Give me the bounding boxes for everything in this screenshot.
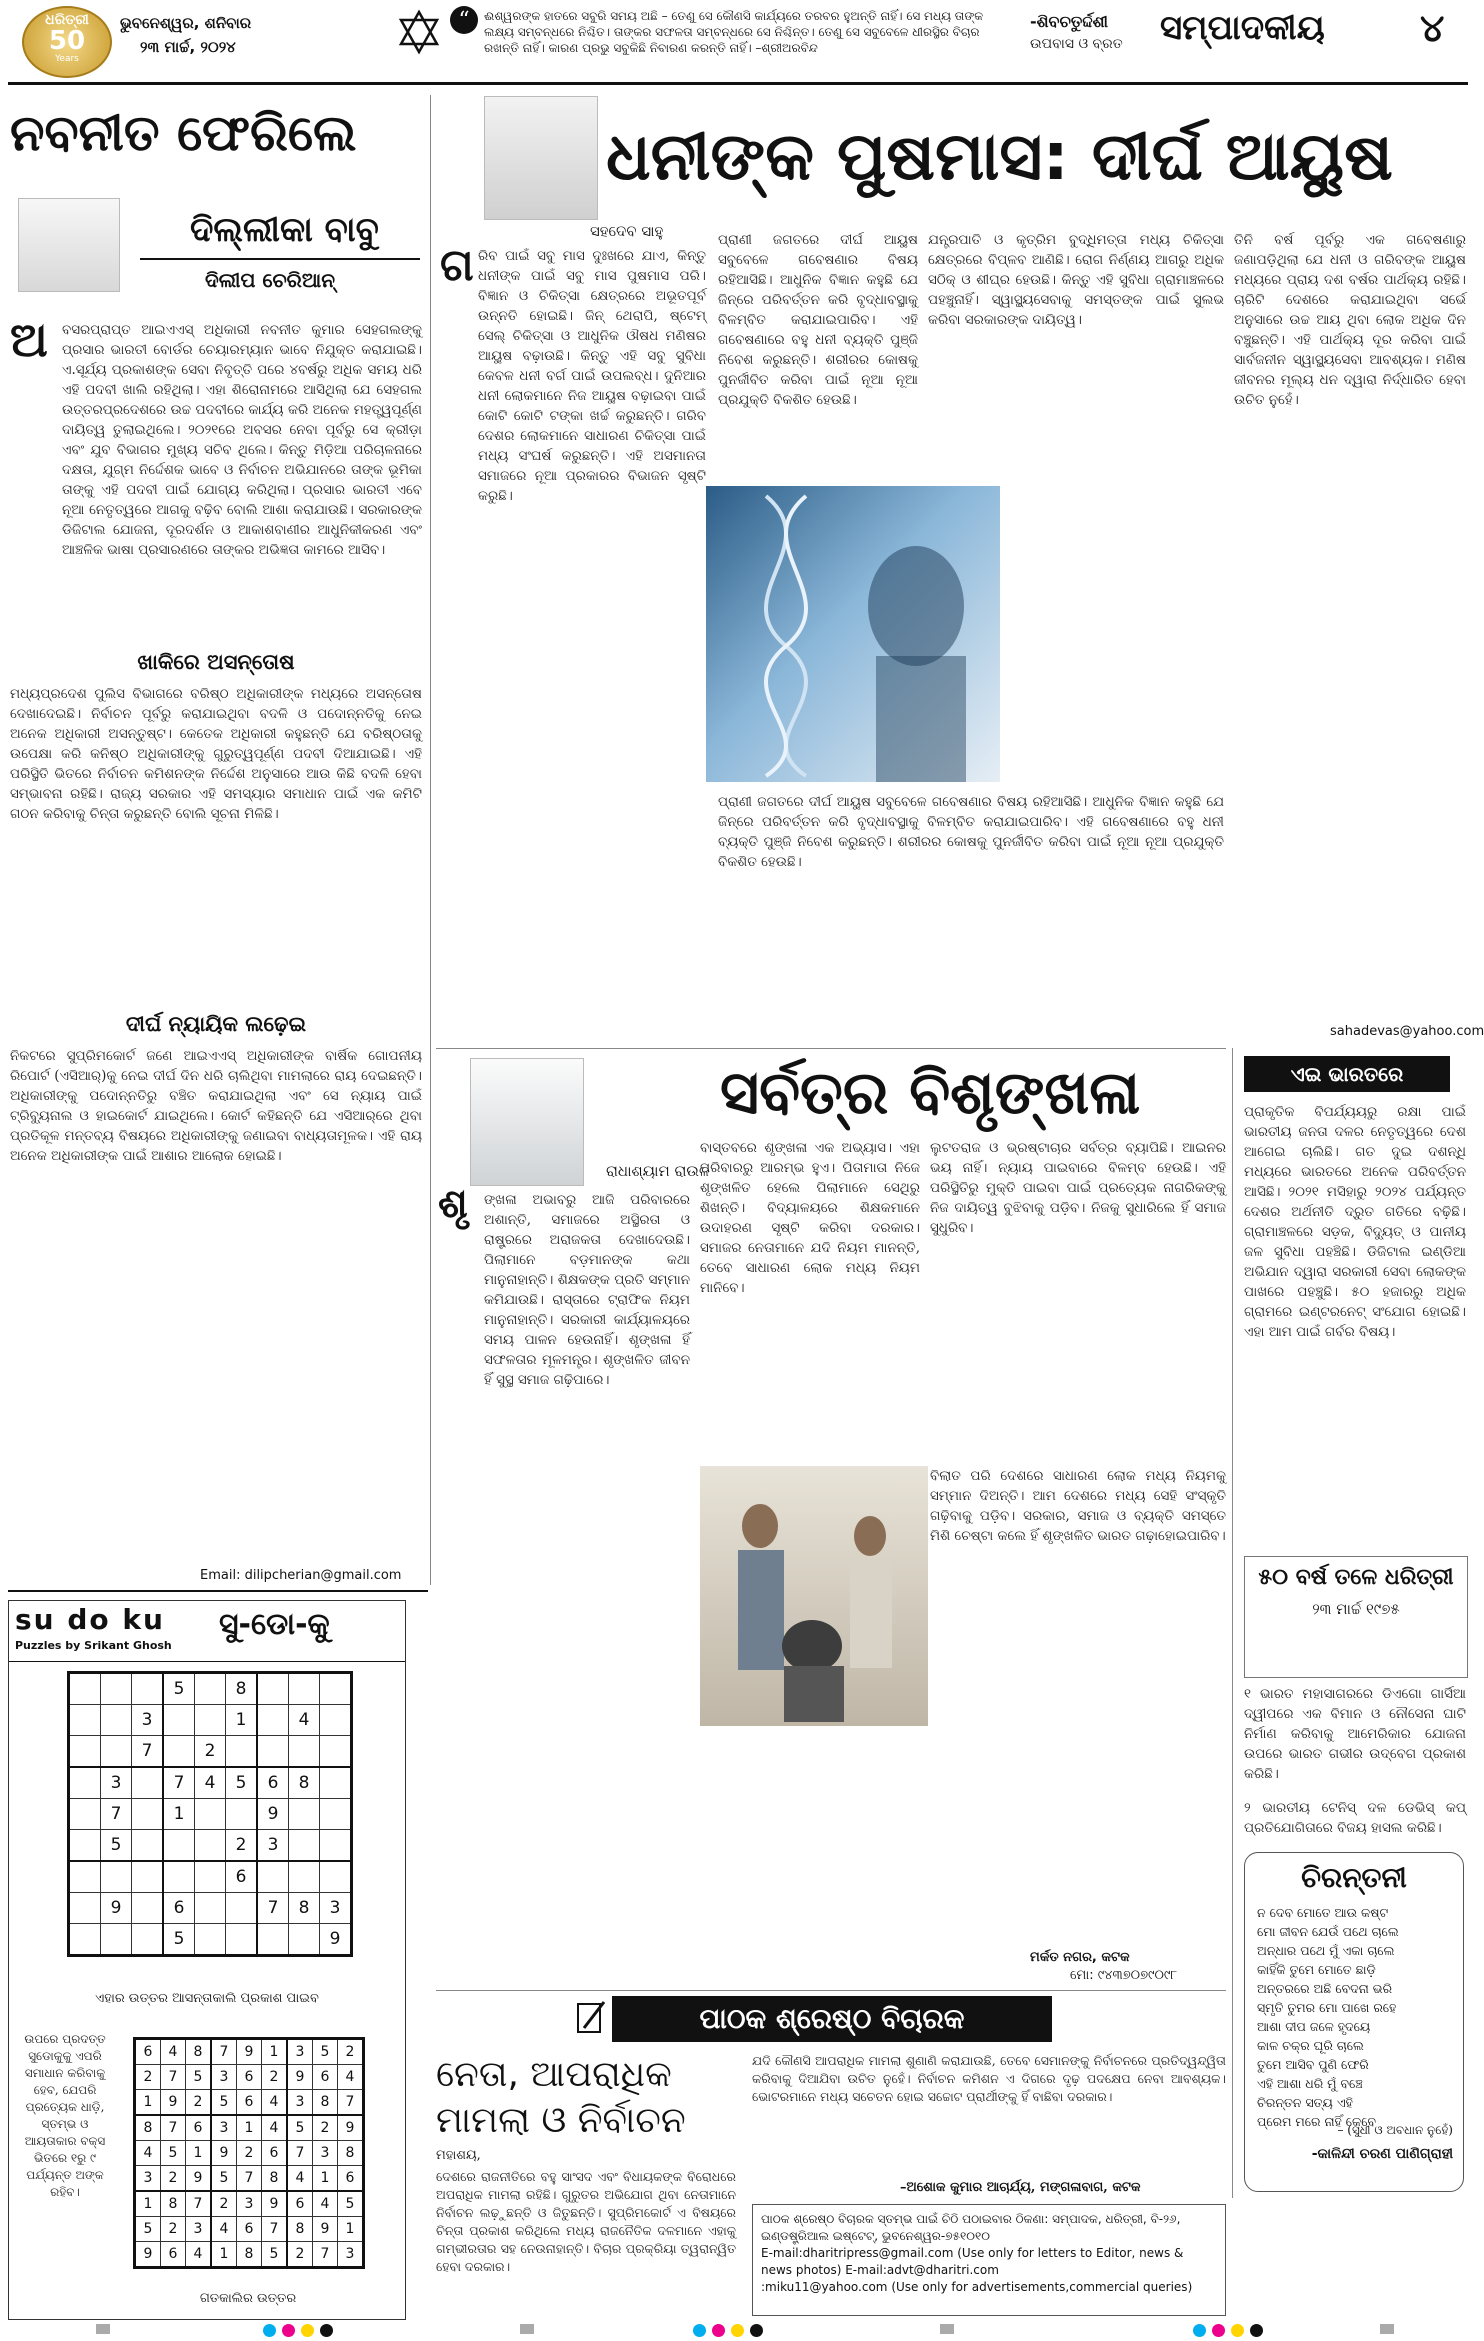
- sudoku-instructions: ଉପରେ ପ୍ରଦତ୍ତ ସୁଡୋକୁକୁ ଏପରି ସମାଧାନ କରିବାକୁ ହେବ, ଯେପରି ପ୍ରତ୍ୟେକ ଧାଡ଼ି, ସ୍ତମ୍ଭ ଓ ଆୟତାକାର ବକ୍ସ ଭିତରେ ୧ରୁ ୯ ପର୍ଯ୍ୟନ୍ତ ଅଙ୍କ ରହିବ।: [24, 2032, 106, 2199]
- sudoku-row: [69, 1767, 352, 1799]
- letters-signoff: –ଅଶୋକ କୁମାର ଆଚାର୍ଯ୍ୟ, ମଙ୍ଗଳାବାଗ, କଟକ: [900, 2180, 1141, 2195]
- sudoku-cell[interactable]: [132, 1893, 164, 1924]
- sudoku-cell[interactable]: [195, 1861, 226, 1893]
- solution-cell: 8: [237, 2242, 262, 2268]
- sudoku-cell[interactable]: [320, 1799, 352, 1830]
- reg-bar-4: [1380, 2324, 1394, 2334]
- sudoku-cell[interactable]: [289, 1830, 320, 1862]
- solution-cell: 4: [262, 2115, 288, 2141]
- sudoku-cell[interactable]: [69, 1830, 101, 1862]
- this-india-banner: ଏଇ ଭାରତରେ: [1244, 1056, 1450, 1092]
- solution-row: [135, 2065, 364, 2090]
- reg-dots-3: [1190, 2322, 1266, 2341]
- sudoku-cell[interactable]: [257, 1705, 289, 1736]
- sudoku-cell[interactable]: 8: [289, 1767, 320, 1799]
- sudoku-cell[interactable]: [69, 1861, 101, 1893]
- sudoku-cell[interactable]: 8: [226, 1673, 258, 1705]
- issue-date: ୨୩ ମାର୍ଚ୍ଚ, ୨୦୨୪: [140, 38, 236, 56]
- solution-cell: 5: [338, 2191, 364, 2217]
- second-top-rule: [436, 1048, 1226, 1049]
- family-photo: [700, 1466, 928, 1726]
- sudoku-row: [69, 1673, 352, 1705]
- sudoku-cell[interactable]: 7: [257, 1893, 289, 1924]
- solution-cell: 7: [338, 2090, 364, 2116]
- solution-cell: 4: [287, 2166, 313, 2192]
- sudoku-cell[interactable]: [226, 1893, 258, 1924]
- solution-cell: 2: [211, 2191, 237, 2217]
- fifty-item-2: ୨ ଭାରତୀୟ ଟେନିସ୍ ଦଳ ଡେଭିସ୍ କପ୍ ପ୍ରତିଯୋଗିତାରେ ବିଜୟ ହାସଲ କରିଛି।: [1244, 1800, 1466, 1836]
- solution-row: [135, 2242, 364, 2268]
- sidebar-divider: [1232, 1048, 1233, 2198]
- sudoku-puzzle-grid[interactable]: [67, 1671, 353, 1957]
- sudoku-row: [69, 1830, 352, 1862]
- second-body-b: ବାସ୍ତବରେ ଶୃଙ୍ଖଳା ଏକ ଅଭ୍ୟାସ। ଏହା ପରିବାରରୁ ଆରମ୍ଭ ହୁଏ। ପିତାମାତା ନିଜେ ଶୃଙ୍ଖଳିତ ହେଲେ ପିଲାମାନେ ସେଥିରୁ ଶିଖନ୍ତି। ବିଦ୍ୟାଳୟରେ ଶିକ୍ଷକମାନେ ଉଦାହରଣ ସୃଷ୍ଟି କରିବା ଦରକାର। ସମାଜର ନେତାମାନେ ଯଦି ନିୟମ ମାନନ୍ତି, ତେବେ ସାଧାରଣ ଲୋକ ମଧ୍ୟ ନିୟମ ମାନିବେ।: [700, 1140, 920, 1296]
- sudoku-title-en: su do ku: [15, 1603, 165, 1636]
- sudoku-cell[interactable]: 6: [226, 1861, 258, 1893]
- solution-cell: 6: [237, 2065, 262, 2090]
- sudoku-cell[interactable]: [320, 1767, 352, 1799]
- solution-cell: 6: [186, 2115, 212, 2141]
- solution-cell: 1: [313, 2166, 338, 2192]
- solution-cell: 2: [313, 2115, 338, 2141]
- solution-cell: 1: [135, 2090, 161, 2116]
- sudoku-cell[interactable]: 5: [101, 1830, 132, 1862]
- sudoku-cell[interactable]: [257, 1673, 289, 1705]
- sudoku-cell[interactable]: [163, 1861, 195, 1893]
- sudoku-cell[interactable]: [320, 1705, 352, 1736]
- second-body-a: ଙ୍ଖଳା ଅଭାବରୁ ଆଜି ପରିବାରରେ ଅଶାନ୍ତି, ସମାଜରେ ଅସ୍ଥିରତା ଓ ରାଷ୍ଟ୍ରରେ ଅରାଜକତା ଦେଖାଦେଉଛି। ପିଲାମାନେ ବଡ଼ମାନଙ୍କ କଥା ମାନୁନାହାନ୍ତି। ଶିକ୍ଷକଙ୍କ ପ୍ରତି ସମ୍ମାନ କମିଯାଉଛି। ରାସ୍ତାରେ ଟ୍ରାଫିକ ନିୟମ ମାନୁନାହାନ୍ତି। ସରକାରୀ କାର୍ଯ୍ୟାଳୟରେ ସମୟ ପାଳନ ହେଉନାହିଁ। ଶୃଙ୍ଖଳା ହିଁ ସଫଳତାର ମୂଳମନ୍ତ୍ର। ଶୃଙ୍ଖଳିତ ଜୀବନ ହିଁ ସୁସ୍ଥ ସମାଜ ଗଢ଼ିପାରେ।: [484, 1192, 690, 1388]
- letters-salutation: ମହାଶୟ,: [436, 2148, 481, 2163]
- solution-cell: 7: [161, 2115, 186, 2141]
- solution-cell: 7: [161, 2065, 186, 2090]
- sudoku-box: [8, 1600, 406, 2320]
- solution-cell: 5: [135, 2217, 161, 2242]
- sudoku-cell[interactable]: 2: [226, 1830, 258, 1862]
- page-number: ୪: [1420, 6, 1445, 50]
- sudoku-cell[interactable]: [195, 1705, 226, 1736]
- solution-cell: 3: [211, 2115, 237, 2141]
- quote-text: ଈଶ୍ୱରଙ୍କ ହାତରେ ସବୁରି ସମୟ ଅଛି – ତେଣୁ ସେ କୌଣସି କାର୍ଯ୍ୟରେ ତରବର ହୁଅନ୍ତି ନାହିଁ। ସେ ମଧ୍ୟ ତାଙ୍କ ଲକ୍ଷ୍ୟ ସମ୍ବନ୍ଧରେ ନିଶ୍ଚିତ। ତାଙ୍କର ସଫଳତା ସମ୍ବନ୍ଧରେ ସେ ନିଶ୍ଚିନ୍ତ। ତେଣୁ ସେ ସବୁବେଳେ ଧୀରସ୍ଥିର ବିଚାର ରଖନ୍ତି ନାହିଁ। କାରଣ ପ୍ରଭୁ ସବୁକିଛି ନିବାରଣ କରନ୍ତି ନାହିଁ। –ଶ୍ରୀଅରବିନ୍ଦ: [484, 9, 984, 55]
- sudoku-cell[interactable]: 3: [132, 1705, 164, 1736]
- solution-cell: 8: [287, 2217, 313, 2242]
- solution-cell: 9: [135, 2242, 161, 2268]
- solution-cell: 6: [313, 2065, 338, 2090]
- fifty-years-box: [1244, 1556, 1468, 1678]
- lead-body-b: ପ୍ରାଣୀ ଜଗତରେ ଦୀର୍ଘ ଆୟୁଷ ସବୁବେଳେ ଗବେଷଣାର ବିଷୟ ରହିଆସିଛି। ଆଧୁନିକ ବିଜ୍ଞାନ କହୁଛି ଯେ ଜିନ୍‌ରେ ପରିବର୍ତ୍ତନ କରି ବୃଦ୍ଧାବସ୍ଥାକୁ ବିଳମ୍ବିତ କରାଯାଇପାରିବ। ଏହି ଗବେଷଣାରେ ବହୁ ଧନୀ ବ୍ୟକ୍ତି ପୁଞ୍ଜି ନିବେଶ କରୁଛନ୍ତି। ଶରୀରର କୋଷକୁ ପୁନର୍ଜୀବିତ କରିବା ପାଇଁ ନୂଆ ନୂଆ ପ୍ରଯୁକ୍ତି ବିକଶିତ ହେଉଛି।: [718, 232, 918, 408]
- sudoku-cell[interactable]: [101, 1861, 132, 1893]
- fifty-item-1: ୧ ଭାରତ ମହାସାଗରରେ ଡିଏଗୋ ଗାର୍ସିଆ ଦ୍ୱୀପରେ ଏକ ବିମାନ ଓ ନୌସେନା ଘାଟି ନିର୍ମାଣ କରିବାକୁ ଆମେରିକାର ଯୋଜନା ଉପରେ ଭାରତ ଗଭୀର ଉଦ୍‌ବେଗ ପ୍ରକାଶ କରିଛି।: [1244, 1686, 1466, 1782]
- sudoku-row: [69, 1924, 352, 1956]
- solution-cell: 5: [211, 2090, 237, 2116]
- lead-drop-cap: ଗ: [440, 240, 474, 291]
- solution-cell: 5: [186, 2065, 212, 2090]
- left-drop-cap: ଅ: [10, 312, 48, 368]
- sudoku-cell[interactable]: 9: [257, 1799, 289, 1830]
- solution-cell: 9: [211, 2141, 237, 2166]
- sudoku-cell[interactable]: [289, 1673, 320, 1705]
- letters-top-rule: [436, 1990, 1226, 1991]
- fifty-years-title: ୫୦ ବର୍ଷ ତଳେ ଧରିତ୍ରୀ: [1258, 1565, 1454, 1590]
- left-subhead-2: ଦୀର୍ଘ ନ୍ୟାୟିକ ଲଢ଼େଇ: [125, 1012, 307, 1036]
- solution-cell: 8: [338, 2141, 364, 2166]
- solution-cell: 3: [338, 2242, 364, 2268]
- letters-body-b: ଯଦି କୌଣସି ଆପରାଧିକ ମାମଲା ଶୁଣାଣି କରାଯାଉଛି, ତେବେ ସେମାନଙ୍କୁ ନିର୍ବାଚନରେ ପ୍ରତିଦ୍ୱନ୍ଦ୍ୱିତା କରିବାକୁ ଦିଆଯିବା ଉଚିତ ନୁହେଁ। ନିର୍ବାଚନ କମିଶନ ଏ ଦିଗରେ ଦୃଢ଼ ପଦକ୍ଷେପ ନେବା ଆବଶ୍ୟକ। ଭୋଟରମାନେ ମଧ୍ୟ ସଚେତନ ହୋଇ ସଚ୍ଚୋଟ ପ୍ରାର୍ଥୀଙ୍କୁ ହିଁ ବାଛିବା ଦରକାର।: [752, 2053, 1226, 2104]
- solution-cell: 2: [287, 2242, 313, 2268]
- sudoku-cell[interactable]: [320, 1861, 352, 1893]
- sudoku-yesterday: ଗତକାଲିର ଉତ୍ତର: [199, 2291, 297, 2306]
- solution-cell: 6: [262, 2141, 288, 2166]
- sudoku-cell[interactable]: [132, 1799, 164, 1830]
- left-body-1: ବସରପ୍ରାପ୍ତ ଆଇଏଏସ୍ ଅଧିକାରୀ ନବନୀତ କୁମାର ସେହଗଲଙ୍କୁ ପ୍ରସାର ଭାରତୀ ବୋର୍ଡର ଚେୟାରମ୍ୟାନ ଭାବେ ନିଯୁକ୍ତ କରାଯାଇଛି। ଏ.ସୂର୍ଯ୍ୟ ପ୍ରକାଶଙ୍କ ସେବା ନିବୃତ୍ତି ପରେ ୪ବର୍ଷରୁ ଅଧିକ ସମୟ ଧରି ଏହି ପଦବୀ ଖାଲି ରହିଥିଲା। ଏହା ଶିରୋନାମରେ ଆସିଥିଲା ଯେ ସେହଗଲ ଉତ୍ତରପ୍ରଦେଶରେ ଉଚ୍ଚ ପଦବୀରେ କାର୍ଯ୍ୟ କରି ଅନେକ ମହତ୍ତ୍ୱପୂର୍ଣ୍ଣ ଦାୟିତ୍ୱ ତୁଲାଇଥିଲେ। ୨୦୨୧ରେ ଅବସର ନେବା ପୂର୍ବରୁ ସେ କ୍ରୀଡ଼ା ଏବଂ ଯୁବ ବିଭାଗର ମୁଖ୍ୟ ସଚିବ ଥିଲେ। କିନ୍ତୁ ମିଡ଼ିଆ ପରିଚାଳନାରେ ଦକ୍ଷତା, ଯୁଗ୍ମ ନିର୍ଦ୍ଦେଶକ ଭାବେ ଓ ନିର୍ବାଚନ ଅଭିଯାନରେ ତାଙ୍କ ଭୂମିକା ତାଙ୍କୁ ଏହି ପଦବୀ ପାଇଁ ଯୋଗ୍ୟ କରିଥିଲା। ପ୍ରସାର ଭାରତୀ ଏବେ ନୂଆ ନେତୃତ୍ୱରେ ଆଗକୁ ବଢ଼ିବ ବୋଲି ଆଶା କରାଯାଉଛି। ସରକାରଙ୍କ ଡିଜିଟାଲ ଯୋଜନା, ଦୂରଦର୍ଶନ ଓ ଆକାଶବାଣୀର ଆଧୁନିକୀକରଣ ଏବଂ ଆଞ୍ଚଳିକ ଭାଷା ପ୍ରସାରଣରେ ତାଙ୍କର ଅଭିଜ୍ଞତା କାମରେ ଆସିବ।: [62, 322, 422, 558]
- solution-cell: 4: [161, 2039, 186, 2065]
- fifty-years-date: ୨୩ ମାର୍ଚ୍ଚ ୧୯୭୫: [1312, 1600, 1400, 1618]
- solution-cell: 5: [313, 2039, 338, 2065]
- left-body-2: ମଧ୍ୟପ୍ରଦେଶ ପୁଲିସ ବିଭାଗରେ ବରିଷ୍ଠ ଅଧିକାରୀଙ୍କ ମଧ୍ୟରେ ଅସନ୍ତୋଷ ଦେଖାଦେଇଛି। ନିର୍ବାଚନ ପୂର୍ବରୁ କରାଯାଇଥିବା ବଦଳି ଓ ପଦୋନ୍ନତିକୁ ନେଇ ଅନେକ ଅଧିକାରୀ ଅସନ୍ତୁଷ୍ଟ। କେତେକ ଅଧିକାରୀ କହୁଛନ୍ତି ଯେ ବରିଷ୍ଠତାକୁ ଉପେକ୍ଷା କରି କନିଷ୍ଠ ଅଧିକାରୀଙ୍କୁ ଗୁରୁତ୍ୱପୂର୍ଣ୍ଣ ପଦବୀ ଦିଆଯାଇଛି। ଏହି ପରିସ୍ଥିତି ଭିତରେ ନିର୍ବାଚନ କମିଶନଙ୍କ ନିର୍ଦ୍ଦେଶ ଅନୁସାରେ ଆଉ କିଛି ବଦଳି ହେବା ସମ୍ଭାବନା ରହିଛି। ରାଜ୍ୟ ସରକାର ଏହି ସମସ୍ୟାର ସମାଧାନ ପାଇଁ ଏକ କମିଟି ଗଠନ କରିବାକୁ ଚିନ୍ତା କରୁଛନ୍ତି ବୋଲି ସୂଚନା ମିଳିଛି।: [10, 686, 422, 822]
- solution-cell: 4: [338, 2065, 364, 2090]
- logo-text: ଧରିତ୍ରୀ: [45, 12, 89, 28]
- sudoku-cell[interactable]: [132, 1861, 164, 1893]
- sudoku-cell[interactable]: [163, 1736, 195, 1768]
- sudoku-cell[interactable]: [101, 1673, 132, 1705]
- solution-row: [135, 2090, 364, 2116]
- left-body-3: ନିକଟରେ ସୁପ୍ରିମକୋର୍ଟ ଜଣେ ଆଇଏଏସ୍ ଅଧିକାରୀଙ୍କ ବାର୍ଷିକ ଗୋପନୀୟ ରିପୋର୍ଟ (ଏସିଆର୍)କୁ ନେଇ ଦୀର୍ଘ ଦିନ ଧରି ଚାଲିଥିବା ମାମଲାରେ ରାୟ ଦେଇଛନ୍ତି। ଅଧିକାରୀଙ୍କୁ ପଦୋନ୍ନତିରୁ ବଞ୍ଚିତ କରାଯାଇଥିଲା ଏବଂ ସେ ନ୍ୟାୟ ପାଇଁ ଟ୍ରିବ୍ୟୁନାଲ ଓ ହାଇକୋର୍ଟ ଯାଇଥିଲେ। କୋର୍ଟ କହିଛନ୍ତି ଯେ ଏସିଆର୍‌ରେ ଥିବା ପ୍ରତିକୂଳ ମନ୍ତବ୍ୟ ବିଷୟରେ ଅଧିକାରୀଙ୍କୁ ଜଣାଇବା ବାଧ୍ୟତାମୂଳକ। ଏହି ରାୟ ଅନେକ ଅଧିକାରୀଙ୍କ ପାଇଁ ଆଶାର ଆଲୋକ ହୋଇଛି।: [10, 1048, 422, 1164]
- solution-cell: 8: [135, 2115, 161, 2141]
- sudoku-cell[interactable]: 3: [320, 1893, 352, 1924]
- sudoku-cell[interactable]: [69, 1924, 101, 1956]
- sudoku-cell[interactable]: [163, 1705, 195, 1736]
- letters-address: ପାଠକ ଶ୍ରେଷ୍ଠ ବିଚାରକ ସ୍ତମ୍ଭ ପାଇଁ ଚିଠି ପଠାଇବାର ଠିକଣା: ସମ୍ପାଦକ, ଧରିତ୍ରୀ, ବି-୨୬, ଇଣ୍ଡଷ୍ଟ୍ରିଆଲ ଇଷ୍ଟେଟ୍, ଭୁବନେଶ୍ୱର-୭୫୧୦୧୦: [761, 2212, 1181, 2243]
- sudoku-cell[interactable]: [226, 1799, 258, 1830]
- sudoku-cell[interactable]: [195, 1893, 226, 1924]
- solution-cell: 1: [135, 2191, 161, 2217]
- sudoku-cell[interactable]: [257, 1861, 289, 1893]
- sudoku-cell[interactable]: [132, 1924, 164, 1956]
- lead-body-a: ରିବ ପାଇଁ ସବୁ ମାସ ଦୁଃଖରେ ଯାଏ, କିନ୍ତୁ ଧନୀଙ୍କ ପାଇଁ ସବୁ ମାସ ପୁଷମାସ ପରି। ବିଜ୍ଞାନ ଓ ଚିକିତ୍ସା କ୍ଷେତ୍ରରେ ଅଭୂତପୂର୍ବ ଉନ୍ନତି ହୋଇଛି। ଜିନ୍ ଥେରାପି, ଷ୍ଟେମ୍ ସେଲ୍ ଚିକିତ୍ସା ଓ ଆଧୁନିକ ଔଷଧ ମଣିଷର ଆୟୁଷ ବଢ଼ାଉଛି। କିନ୍ତୁ ଏହି ସବୁ ସୁବିଧା କେବଳ ଧନୀ ବର୍ଗ ପାଇଁ ଉପଲବ୍ଧ। ଦୁନିଆର ଧନୀ ଲୋକମାନେ ନିଜ ଆୟୁଷ ବଢ଼ାଇବା ପାଇଁ କୋଟି କୋଟି ଟଙ୍କା ଖର୍ଚ୍ଚ କରୁଛନ୍ତି। ଗରିବ ଦେଶର ଲୋକମାନେ ସାଧାରଣ ଚିକିତ୍ସା ପାଇଁ ମଧ୍ୟ ସଂଘର୍ଷ କରୁଛନ୍ତି। ଏହି ଅସମାନତା ସମାଜରେ ନୂଆ ପ୍ରକାରର ବିଭାଜନ ସୃଷ୍ଟି କରୁଛି।: [478, 248, 706, 504]
- solution-cell: 8: [161, 2191, 186, 2217]
- solution-row: [135, 2115, 364, 2141]
- sudoku-note: ଏହାର ଉତ୍ତର ଆସନ୍ତାକାଲି ପ୍ରକାଶ ପାଇବ: [95, 1991, 319, 2006]
- left-column-kicker: ନବନୀତ ଫେରିଲେ: [10, 104, 357, 162]
- solution-cell: 7: [287, 2141, 313, 2166]
- sudoku-cell[interactable]: [101, 1705, 132, 1736]
- solution-cell: 8: [262, 2166, 288, 2192]
- left-email[interactable]: Email: dilipcherian@gmail.com: [200, 1568, 402, 1583]
- letters-pen-icon: [574, 1998, 608, 2038]
- solution-cell: 8: [313, 2090, 338, 2116]
- solution-cell: 3: [186, 2217, 212, 2242]
- sudoku-cell[interactable]: [320, 1673, 352, 1705]
- sudoku-cell[interactable]: [69, 1736, 101, 1768]
- sudoku-cell[interactable]: 8: [289, 1893, 320, 1924]
- sudoku-cell[interactable]: [163, 1830, 195, 1862]
- solution-cell: 7: [313, 2242, 338, 2268]
- solution-cell: 2: [338, 2039, 364, 2065]
- poem-author: -କାଳିନ୍ଦୀ ଚରଣ ପାଣିଗ୍ରାହୀ: [1311, 2146, 1453, 2162]
- solution-cell: 6: [287, 2191, 313, 2217]
- sudoku-cell[interactable]: [195, 1799, 226, 1830]
- lead-email[interactable]: sahadevas@yahoo.com: [1330, 1024, 1484, 1039]
- lead-headline: ଧନୀଙ୍କ ପୁଷମାସ: ଦୀର୍ଘ ଆୟୁଷ: [606, 118, 1393, 195]
- second-body-c: ଲୁଟତରାଜ ଓ ଭ୍ରଷ୍ଟାଚାର ସର୍ବତ୍ର ବ୍ୟାପିଛି। ଆଇନର ଭୟ ନାହିଁ। ନ୍ୟାୟ ପାଇବାରେ ବିଳମ୍ବ ହେଉଛି। ଏହି ପରିସ୍ଥିତିରୁ ମୁକ୍ତି ପାଇବା ପାଇଁ ପ୍ରତ୍ୟେକ ନାଗରିକଙ୍କୁ ନିଜ ଦାୟିତ୍ୱ ବୁଝିବାକୁ ପଡ଼ିବ। ନିଜକୁ ସୁଧାରିଲେ ହିଁ ସମାଜ ସୁଧୁରିବ।: [930, 1140, 1226, 1236]
- solution-cell: 9: [338, 2115, 364, 2141]
- sudoku-cell[interactable]: 9: [320, 1924, 352, 1956]
- solution-row: [135, 2191, 364, 2217]
- sudoku-cell[interactable]: [69, 1767, 101, 1799]
- sudoku-cell[interactable]: 1: [163, 1799, 195, 1830]
- dna-illustration: [706, 486, 1000, 782]
- sudoku-cell[interactable]: [289, 1799, 320, 1830]
- solution-cell: 2: [237, 2141, 262, 2166]
- solution-cell: 9: [262, 2191, 288, 2217]
- sudoku-top-rule: [8, 1590, 428, 1592]
- sudoku-cell[interactable]: 7: [132, 1736, 164, 1768]
- festival-note: -ଶିବଚତୁର୍ଦ୍ଦଶୀ ଉପବାସ ଓ ବ୍ରତ: [1030, 12, 1123, 52]
- solution-cell: 5: [262, 2242, 288, 2268]
- letters-headline: ନେତା, ଆପରାଧିକ ମାମଲା ଓ ନିର୍ବାଚନ: [436, 2054, 686, 2141]
- sudoku-cell[interactable]: [101, 1736, 132, 1768]
- sudoku-cell[interactable]: 2: [195, 1736, 226, 1768]
- sudoku-cell[interactable]: [320, 1830, 352, 1862]
- solution-cell: 6: [135, 2039, 161, 2065]
- solution-row: [135, 2217, 364, 2242]
- letters-email-line-2[interactable]: :miku11@yahoo.com (Use only for advertisements,commercial queries): [761, 2280, 1193, 2294]
- solution-cell: 7: [211, 2039, 237, 2065]
- solution-cell: 6: [237, 2217, 262, 2242]
- sudoku-cell[interactable]: 5: [163, 1673, 195, 1705]
- solution-cell: 1: [338, 2217, 364, 2242]
- solution-cell: 3: [135, 2166, 161, 2192]
- sudoku-cell[interactable]: 6: [163, 1893, 195, 1924]
- poem-box: [1244, 1852, 1464, 2192]
- lead-body-d: ତିନି ବର୍ଷ ପୂର୍ବରୁ ଏକ ଗବେଷଣାରୁ ଜଣାପଡ଼ିଥିଲା ଯେ ଧନୀ ଓ ଗରିବଙ୍କ ଆୟୁଷ ମଧ୍ୟରେ ପ୍ରାୟ ଦଶ ବର୍ଷର ପାର୍ଥକ୍ୟ ରହିଛି। ଚାରିଟି ଦେଶରେ କରାଯାଇଥିବା ସର୍ଭେ ଅନୁସାରେ ଉଚ୍ଚ ଆୟ ଥିବା ଲୋକ ଅଧିକ ଦିନ ବଞ୍ଚୁଛନ୍ତି। ଏହି ପାର୍ଥକ୍ୟ ଦୂର କରିବା ପାଇଁ ସାର୍ବଜନୀନ ସ୍ୱାସ୍ଥ୍ୟସେବା ଆବଶ୍ୟକ। ମଣିଷ ଜୀବନର ମୂଲ୍ୟ ଧନ ଦ୍ୱାରା ନିର୍ଦ୍ଧାରିତ ହେବା ଉଚିତ ନୁହେଁ।: [1234, 232, 1466, 408]
- left-subhead-1: ଖାକିରେ ଅସନ୍ତୋଷ: [137, 650, 295, 674]
- footer-registration: [0, 2322, 1476, 2336]
- sudoku-cell[interactable]: 5: [226, 1767, 258, 1799]
- second-body-d: ବିଲାତ ପରି ଦେଶରେ ସାଧାରଣ ଲୋକ ମଧ୍ୟ ନିୟମକୁ ସମ୍ମାନ ଦିଅନ୍ତି। ଆମ ଦେଶରେ ମଧ୍ୟ ସେହି ସଂସ୍କୃତି ଗଢ଼ିବାକୁ ପଡ଼ିବ। ସରକାର, ସମାଜ ଓ ବ୍ୟକ୍ତି ସମସ୍ତେ ମିଶି ଚେଷ୍ଟା କଲେ ହିଁ ଶୃଙ୍ଖଳିତ ଭାରତ ଗଢ଼ାହୋଇପାରିବ।: [930, 1468, 1226, 1544]
- reg-dots-1: [260, 2322, 336, 2341]
- lead-body-e: ପ୍ରାଣୀ ଜଗତରେ ଦୀର୍ଘ ଆୟୁଷ ସବୁବେଳେ ଗବେଷଣାର ବିଷୟ ରହିଆସିଛି। ଆଧୁନିକ ବିଜ୍ଞାନ କହୁଛି ଯେ ଜିନ୍‌ରେ ପରିବର୍ତ୍ତନ କରି ବୃଦ୍ଧାବସ୍ଥାକୁ ବିଳମ୍ବିତ କରାଯାଇପାରିବ। ଏହି ଗବେଷଣାରେ ବହୁ ଧନୀ ବ୍ୟକ୍ତି ପୁଞ୍ଜି ନିବେଶ କରୁଛନ୍ତି। ଶରୀରର କୋଷକୁ ପୁନର୍ଜୀବିତ କରିବା ପାଇଁ ନୂଆ ନୂଆ ପ୍ରଯୁକ୍ତି ବିକଶିତ ହେଉଛି।: [718, 794, 1224, 870]
- solution-row: [135, 2039, 364, 2065]
- solution-cell: 4: [262, 2090, 288, 2116]
- sudoku-title-or: ସୁ-ଡୋ-କୁ: [219, 1607, 330, 1642]
- sudoku-byline: Puzzles by Srikant Ghosh: [15, 1639, 172, 1652]
- sudoku-cell[interactable]: 7: [163, 1767, 195, 1799]
- solution-cell: 7: [186, 2191, 212, 2217]
- solution-cell: 4: [211, 2217, 237, 2242]
- solution-cell: 8: [186, 2039, 212, 2065]
- column-name: ଦିଲ୍ଲୀକା ବାବୁ: [190, 210, 379, 250]
- solution-cell: 1: [237, 2115, 262, 2141]
- this-india-body: ପ୍ରାକୃତିକ ବିପର୍ଯ୍ୟୟରୁ ରକ୍ଷା ପାଇଁ ଭାରତୀୟ ଜନତା ଦଳର ନେତୃତ୍ୱରେ ଦେଶ ଆଗେଇ ଚାଲିଛି। ଗତ ଦୁଇ ଦଶନ୍ଧି ମଧ୍ୟରେ ଭାରତରେ ଅନେକ ପରିବର୍ତ୍ତନ ଆସିଛି। ୨୦୨୧ ମସିହାରୁ ୨୦୨୪ ପର୍ଯ୍ୟନ୍ତ ଦେଶର ଅର୍ଥନୀତି ଦ୍ରୁତ ଗତିରେ ବଢ଼ିଛି। ଗ୍ରାମାଞ୍ଚଳରେ ସଡ଼କ, ବିଦ୍ୟୁତ୍ ଓ ପାନୀୟ ଜଳ ସୁବିଧା ପହଞ୍ଚିଛି। ଡିଜିଟାଲ ଇଣ୍ଡିଆ ଅଭିଯାନ ଦ୍ୱାରା ସରକାରୀ ସେବା ଲୋକଙ୍କ ପାଖରେ ପହଞ୍ଚୁଛି। ୫୦ ହଜାରରୁ ଅଧିକ ଗ୍ରାମରେ ଇଣ୍ଟରନେଟ୍ ସଂଯୋଗ ହୋଇଛି। ଏହା ଆମ ପାଇଁ ଗର୍ବର ବିଷୟ।: [1244, 1104, 1466, 1340]
- solution-cell: 1: [186, 2141, 212, 2166]
- sudoku-cell[interactable]: 7: [101, 1799, 132, 1830]
- solution-cell: 2: [186, 2090, 212, 2116]
- sudoku-cell[interactable]: 1: [226, 1705, 258, 1736]
- solution-cell: 6: [161, 2242, 186, 2268]
- column-rule: [140, 258, 420, 260]
- solution-cell: 2: [262, 2065, 288, 2090]
- city-date: ଭୁବନେଶ୍ୱର, ଶନିବାର: [120, 14, 252, 32]
- sudoku-cell[interactable]: 9: [101, 1893, 132, 1924]
- solution-cell: 3: [287, 2090, 313, 2116]
- sudoku-cell[interactable]: [289, 1861, 320, 1893]
- logo-years: 50: [48, 26, 86, 56]
- reg-bar-3: [940, 2324, 954, 2334]
- poem-credit: – (ସୁଧୀ ଓ ଅବଧାନ ନୁହେଁ): [1337, 2123, 1453, 2137]
- left-column-divider: [430, 95, 431, 1585]
- solution-cell: 9: [161, 2090, 186, 2116]
- sudoku-cell[interactable]: [132, 1767, 164, 1799]
- letters-banner: ପାଠକ ଶ୍ରେଷ୍ଠ ବିଚାରକ: [612, 1996, 1052, 2042]
- logo-sub: Years: [55, 54, 79, 64]
- sudoku-row: [69, 1736, 352, 1768]
- sudoku-cell[interactable]: 6: [257, 1767, 289, 1799]
- second-author-photo: [470, 1058, 584, 1186]
- solution-cell: 3: [287, 2039, 313, 2065]
- solution-cell: 4: [135, 2141, 161, 2166]
- sudoku-cell[interactable]: 3: [101, 1767, 132, 1799]
- sudoku-cell[interactable]: [132, 1830, 164, 1862]
- sudoku-cell[interactable]: [69, 1893, 101, 1924]
- second-phone: ମୋ: ୯୪୩୭୦୭୯୦୯୮: [1070, 1968, 1178, 1983]
- section-title: ସମ୍ପାଦକୀୟ: [1160, 8, 1325, 48]
- second-drop-cap: ଶୃ: [438, 1181, 468, 1227]
- solution-cell: 3: [313, 2141, 338, 2166]
- sudoku-title-rule: [9, 1661, 405, 1662]
- solution-cell: 4: [313, 2191, 338, 2217]
- solution-cell: 9: [313, 2217, 338, 2242]
- letters-address-box: [752, 2204, 1226, 2316]
- solution-cell: 9: [237, 2039, 262, 2065]
- solution-cell: 2: [161, 2166, 186, 2192]
- poem-text: ନ ଦେବ ମୋତେ ଆଉ କଷ୍ଟ ମୋ ଜୀବନ ଯେଉଁ ପଥେ ଚାଲେ ଅନ୍ଧାର ପଥେ ମୁଁ ଏକା ଚାଲେ କାହିଁକି ତୁମେ ମୋତେ ଛାଡ଼ି ଅନ୍ତରରେ ଅଛି ବେଦନା ଭରି ସ୍ମୃତି ତୁମର ମୋ ପାଖେ ରହେ ଆଶା ଦୀପ ଜଳେ ହୃଦୟେ କାଳ ଚକ୍ର ଘୂରି ଚାଲେ ତୁମେ ଆସିବ ପୁଣି ଫେରି ଏହି ଆଶା ଧରି ମୁଁ ବଞ୍ଚେ ଚିରନ୍ତନ ସତ୍ୟ ଏହି ପ୍ରେମ ମରେ ନାହିଁ କେବେ: [1257, 1905, 1399, 2129]
- sudoku-cell[interactable]: [289, 1736, 320, 1768]
- solution-cell: 6: [237, 2090, 262, 2116]
- solution-cell: 6: [338, 2166, 364, 2192]
- logo-badge: [22, 6, 112, 78]
- sudoku-cell[interactable]: [69, 1799, 101, 1830]
- second-signature: ମର୍କତ ନଗର, କଟକ: [1030, 1950, 1130, 1965]
- solution-cell: 2: [135, 2065, 161, 2090]
- sudoku-cell[interactable]: 4: [289, 1705, 320, 1736]
- sudoku-cell[interactable]: [195, 1924, 226, 1956]
- solution-row: [135, 2166, 364, 2192]
- star-emblem-icon: [395, 8, 443, 56]
- sudoku-cell[interactable]: [69, 1705, 101, 1736]
- solution-cell: 2: [161, 2217, 186, 2242]
- sudoku-cell[interactable]: [257, 1736, 289, 1768]
- sudoku-cell[interactable]: [132, 1673, 164, 1705]
- solution-cell: 5: [287, 2115, 313, 2141]
- solution-cell: 9: [186, 2166, 212, 2192]
- sudoku-row: [69, 1705, 352, 1736]
- letters-body-a: ଦେଶରେ ରାଜନୀତିରେ ବହୁ ସାଂସଦ ଏବଂ ବିଧାୟକଙ୍କ ବିରୋଧରେ ଅପରାଧିକ ମାମଲା ରହିଛି। ଗୁରୁତର ଅଭିଯୋଗ ଥିବା ନେତାମାନେ ନିର୍ବାଚନ ଲଢ଼ୁଛନ୍ତି ଓ ଜିତୁଛନ୍ତି। ସୁପ୍ରିମକୋର୍ଟ ଏ ବିଷୟରେ ଚିନ୍ତା ପ୍ରକାଶ କରିଥିଲେ ମଧ୍ୟ ରାଜନୈତିକ ଦଳମାନେ ଏହାକୁ ଗମ୍ଭୀରତାର ସହ ନେଉନାହାନ୍ତି। ବିଚାର ପ୍ରକ୍ରିୟା ତ୍ୱରାନ୍ୱିତ ହେବା ଦରକାର।: [436, 2169, 736, 2274]
- poem-title: ଚିରନ୍ତନୀ: [1301, 1861, 1407, 1894]
- masthead: [0, 0, 1476, 82]
- sudoku-cell[interactable]: 3: [257, 1830, 289, 1862]
- solution-cell: 3: [237, 2191, 262, 2217]
- solution-row: [135, 2141, 364, 2166]
- column-author: ଦିଲୀପ ଚେରିଆନ୍: [205, 268, 335, 292]
- sudoku-cell[interactable]: 4: [195, 1767, 226, 1799]
- lead-author-photo: [484, 96, 598, 220]
- masthead-rule: [8, 82, 1468, 85]
- second-headline: ସର୍ବତ୍ର ବିଶୃଙ୍ଖଳା: [720, 1058, 1141, 1128]
- sudoku-cell[interactable]: [257, 1924, 289, 1956]
- solution-cell: 5: [161, 2141, 186, 2166]
- sudoku-cell[interactable]: [226, 1924, 258, 1956]
- sudoku-row: [69, 1799, 352, 1830]
- solution-cell: 1: [211, 2242, 237, 2268]
- quote-mark-icon: “: [450, 6, 478, 34]
- sudoku-row: [69, 1893, 352, 1924]
- sudoku-row: [69, 1861, 352, 1893]
- sudoku-cell[interactable]: [320, 1736, 352, 1768]
- reg-bar-1: [96, 2324, 110, 2334]
- solution-cell: 7: [262, 2217, 288, 2242]
- lead-body-c: ଯନ୍ତ୍ରପାତି ଓ କୃତ୍ରିମ ବୁଦ୍ଧିମତ୍ତା ମଧ୍ୟ ଚିକିତ୍ସା କ୍ଷେତ୍ରରେ ବିପ୍ଳବ ଆଣିଛି। ରୋଗ ନିର୍ଣ୍ଣୟ ଆଗରୁ ଅଧିକ ସଠିକ୍ ଓ ଶୀଘ୍ର ହେଉଛି। କିନ୍ତୁ ଏହି ସୁବିଧା ଗ୍ରାମାଞ୍ଚଳରେ ପହଞ୍ଚୁନାହିଁ। ସ୍ୱାସ୍ଥ୍ୟସେବାକୁ ସମସ୍ତଙ୍କ ପାଇଁ ସୁଲଭ କରିବା ସରକାରଙ୍କ ଦାୟିତ୍ୱ।: [928, 232, 1224, 328]
- sudoku-cell[interactable]: [195, 1830, 226, 1862]
- columnist-photo: [18, 198, 120, 292]
- sudoku-solution-grid: [133, 2037, 365, 2269]
- solution-cell: 3: [211, 2065, 237, 2090]
- solution-cell: 5: [211, 2166, 237, 2192]
- sudoku-cell[interactable]: [195, 1673, 226, 1705]
- solution-cell: 4: [186, 2242, 212, 2268]
- solution-cell: 1: [262, 2039, 288, 2065]
- second-author: ରାଧାଶ୍ୟାମ ରାଉଳ: [606, 1162, 710, 1180]
- reg-bar-2: [520, 2324, 534, 2334]
- sudoku-cell[interactable]: [101, 1924, 132, 1956]
- lead-author: ସହଦେବ ସାହୁ: [590, 222, 664, 240]
- sudoku-cell[interactable]: 5: [163, 1924, 195, 1956]
- letters-email-line[interactable]: E-mail:dharitripress@gmail.com (Use only for letters to Editor, news & news photos) E-mail:advt@dharitri.com: [761, 2246, 1184, 2277]
- sudoku-cell[interactable]: [69, 1673, 101, 1705]
- reg-dots-2: [690, 2322, 766, 2341]
- solution-cell: 7: [237, 2166, 262, 2192]
- solution-cell: 9: [287, 2065, 313, 2090]
- sudoku-cell[interactable]: [289, 1924, 320, 1956]
- sudoku-cell[interactable]: [226, 1736, 258, 1768]
